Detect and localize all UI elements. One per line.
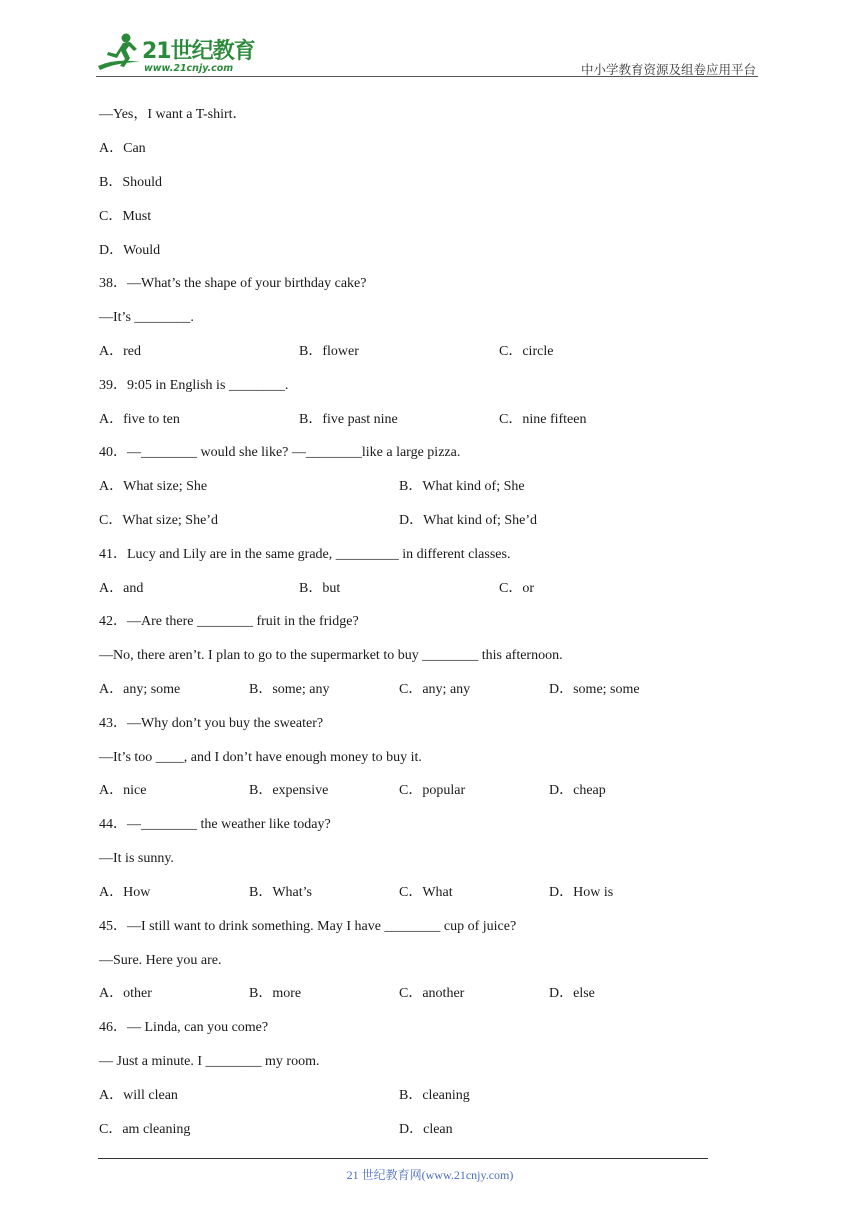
option-d: D．clean [399, 1122, 453, 1137]
option-b: B．What’s [249, 885, 312, 900]
option-a: A．Can [99, 141, 146, 156]
question-40: 40．—________ would she like? —________like a large pizza. [99, 445, 461, 460]
option-b: B．flower [299, 344, 359, 359]
question-42-reply: —No, there aren’t. I plan to go to the supermarket to buy ________ this afternoon. [99, 648, 563, 663]
header-platform-text: 中小学教育资源及组卷应用平台 [580, 63, 756, 77]
option-b: B．some; any [249, 682, 330, 697]
option-b: B．but [299, 581, 341, 596]
question-46-reply: — Just a minute. I ________ my room. [99, 1054, 320, 1069]
option-c: C．What size; She’d [99, 513, 218, 528]
runner-logo-icon [96, 32, 144, 76]
question-42: 42．—Are there ________ fruit in the fridge? [99, 614, 359, 629]
question-38: 38．—What’s the shape of your birthday cake? [99, 276, 367, 291]
option-b: B．What kind of; She [399, 479, 525, 494]
option-b: B．cleaning [399, 1088, 470, 1103]
option-d: D．What kind of; She’d [399, 513, 538, 528]
question-38-answer: —It’s ________. [99, 310, 194, 325]
option-d: D．How is [549, 885, 614, 900]
page-header [96, 30, 758, 78]
option-c: C．Must [99, 209, 152, 224]
question-39: 39．9:05 in English is ________. [99, 378, 289, 393]
option-b: B．expensive [249, 783, 329, 798]
header-divider [96, 76, 758, 77]
option-a: A．and [99, 581, 144, 596]
option-a: A．any; some [99, 682, 181, 697]
option-a: A．How [99, 885, 151, 900]
question-43-reply: —It’s too ____, and I don’t have enough money to buy it. [99, 750, 422, 765]
question-45-reply: —Sure. Here you are. [99, 953, 222, 968]
option-c: C．What [399, 885, 453, 900]
option-a: A．five to ten [99, 412, 180, 427]
option-a: A．nice [99, 783, 147, 798]
option-c: C．popular [399, 783, 466, 798]
option-c: C．am cleaning [99, 1122, 191, 1137]
question-45: 45．—I still want to drink something. May I have ________ cup of juice? [99, 919, 517, 934]
option-c: C．another [399, 986, 465, 1001]
option-a: A．What size; She [99, 479, 208, 494]
question-44-reply: —It is sunny. [99, 851, 174, 866]
question-text: —Yes，I want a T-shirt． [99, 107, 247, 122]
site-logo [96, 32, 266, 76]
option-d: D．some; some [549, 682, 640, 697]
option-b: B．five past nine [299, 412, 398, 427]
footer-divider [98, 1158, 708, 1159]
question-43: 43．—Why don’t you buy the sweater? [99, 716, 324, 731]
option-c: C．nine fifteen [499, 412, 587, 427]
option-c: C．or [499, 581, 534, 596]
logo-title: 21世纪教育 [142, 39, 255, 64]
question-46: 46．— Linda, can you come? [99, 1020, 269, 1035]
option-c: C．circle [499, 344, 554, 359]
logo-url: www.21cnjy.com [144, 63, 234, 74]
option-b: B．Should [99, 175, 163, 190]
footer-site-link[interactable]: 21 世纪教育网(www.21cnjy.com) [346, 1168, 514, 1182]
option-d: D．else [549, 986, 595, 1001]
option-d: D．cheap [549, 783, 606, 798]
option-a: A．red [99, 344, 141, 359]
question-44: 44．—________ the weather like today? [99, 817, 331, 832]
option-a: A．other [99, 986, 152, 1001]
question-41: 41．Lucy and Lily are in the same grade, _________ in different classes. [99, 547, 511, 562]
option-a: A．will clean [99, 1088, 178, 1103]
option-c: C．any; any [399, 682, 471, 697]
option-d: D．Would [99, 243, 161, 258]
option-b: B．more [249, 986, 302, 1001]
